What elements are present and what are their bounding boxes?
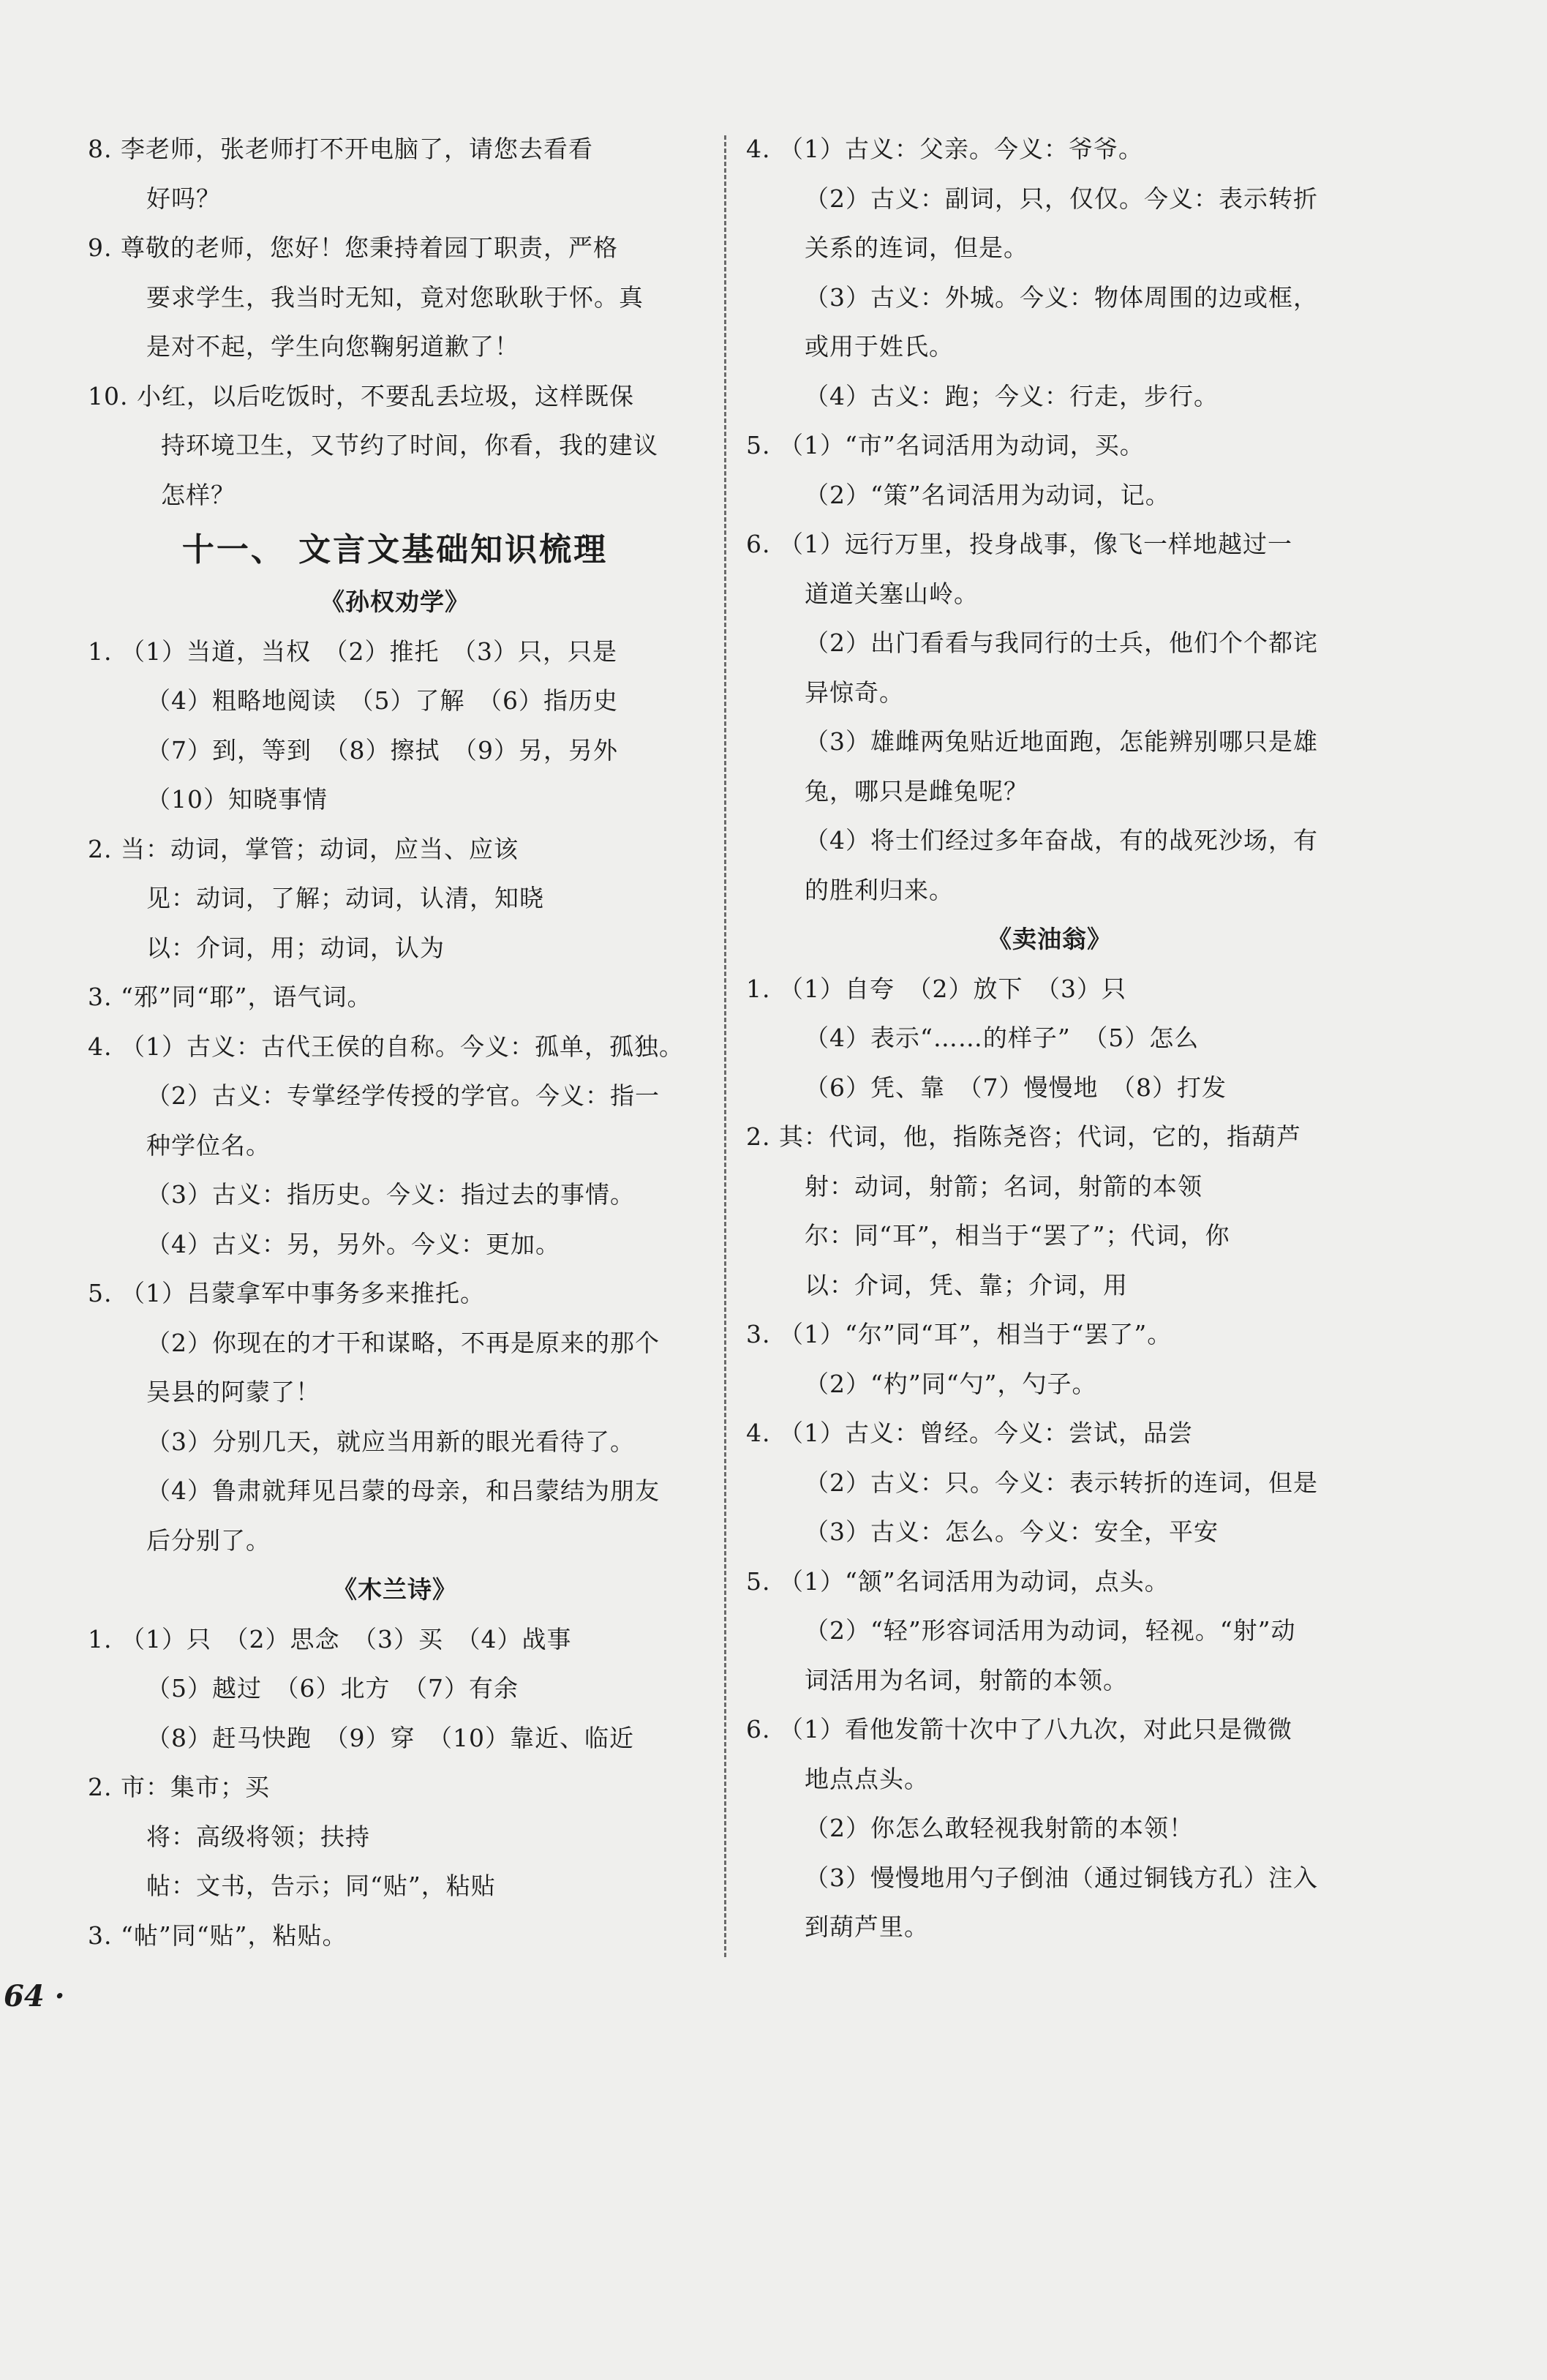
right-line: （3）慢慢地用勺子倒油（通过铜钱方孔）注入 (805, 1863, 1318, 1892)
left-line: 2. 当：动词，掌管；动词，应当、应该 (88, 834, 519, 863)
right-line: 的胜利归来。 (805, 875, 954, 904)
right-line: 6. （1）远行万里，投身战事，像飞一样地越过一 (746, 530, 1292, 558)
left-line: 10. 小红，以后吃饭时，不要乱丢垃圾，这样既保 (88, 381, 634, 410)
left-line: 好吗？ (146, 184, 221, 213)
right-line: （4）表示“……的样子” （5）怎么 (805, 1024, 1200, 1052)
right-line: （2）出门看看与我同行的士兵，他们个个都诧 (805, 628, 1318, 657)
left-line: 要求学生，我当时无知，竟对您耿耿于怀。真 (146, 282, 644, 312)
right-line: 1. （1）自夸 （2）放下 （3）只 (746, 974, 1126, 1003)
right-line: 2. 其：代词，他，指陈尧咨；代词，它的，指葫芦 (746, 1122, 1301, 1151)
left-line: 1. （1）当道，当权 （2）推托 （3）只，只是 (88, 637, 617, 666)
right-line: 地点点头。 (805, 1764, 929, 1793)
right-line: 异惊奇。 (805, 677, 904, 707)
left-line: （7）到，等到 （8）擦拭 （9）另，另外 (146, 735, 618, 765)
left-line: （4）鲁肃就拜见吕蒙的母亲，和吕蒙结为朋友 (146, 1476, 660, 1505)
left-line: 帖：文书，告示；同“贴”，粘贴 (146, 1872, 496, 1900)
right-line: （3）古义：怎么。今义：安全，平安 (805, 1517, 1219, 1546)
page-number: 64 · (4, 1979, 65, 2013)
left-line: 5. （1）吕蒙拿军中事务多来推托。 (88, 1279, 485, 1307)
right-line: （4）古义：跑；今义：行走，步行。 (805, 381, 1219, 410)
right-line: 或用于姓氏。 (805, 332, 954, 361)
lesson-title: 《卖油翁》 (987, 925, 1112, 953)
left-line: （4）古义：另，另外。今义：更加。 (146, 1229, 560, 1258)
right-line: 射：动词，射箭；名词，射箭的本领 (805, 1171, 1202, 1201)
left-line: （3）古义：指历史。今义：指过去的事情。 (146, 1180, 635, 1209)
left-line: 怎样？ (161, 480, 236, 509)
right-line: （6）凭、靠 （7）慢慢地 （8）打发 (805, 1073, 1227, 1102)
right-line: （2）“轻”形容词活用为动词，轻视。“射”动 (805, 1616, 1296, 1645)
left-line: 见：动词，了解；动词，认清，知晓 (146, 884, 544, 912)
left-line: 1. （1）只 （2）思念 （3）买 （4）战事 (88, 1624, 572, 1653)
column-divider (724, 135, 726, 1957)
left-line: 持环境卫生，又节约了时间，你看，我的建议 (161, 431, 658, 459)
left-line: 以：介词，用；动词，认为 (146, 933, 445, 962)
left-line: （2）你现在的才干和谋略，不再是原来的那个 (146, 1328, 660, 1357)
right-line: 4. （1）古义：父亲。今义：爷爷。 (746, 135, 1143, 163)
right-line: 道道关塞山岭。 (805, 579, 979, 608)
right-line: （2）“策”名词活用为动词，记。 (805, 480, 1170, 509)
right-line: 4. （1）古义：曾经。今义：尝试，品尝 (746, 1419, 1193, 1447)
left-line: 种学位名。 (146, 1130, 271, 1160)
right-line: 到葫芦里。 (805, 1912, 929, 1941)
right-line: 词活用为名词，射箭的本领。 (805, 1665, 1128, 1694)
lesson-title: 《孙权劝学》 (320, 588, 470, 616)
left-line: （3）分别几天，就应当用新的眼光看待了。 (146, 1427, 635, 1456)
left-line: （5）越过 （6）北方 （7）有余 (146, 1674, 519, 1703)
left-line: 吴县的阿蒙了！ (146, 1378, 320, 1406)
left-line: 8. 李老师，张老师打不开电脑了，请您去看看 (88, 135, 593, 163)
left-line: 3. “邪”同“耶”，语气词。 (88, 983, 372, 1011)
left-line: （8）赶马快跑 （9）穿 （10）靠近、临近 (146, 1723, 634, 1752)
right-line: （3）古义：外城。今义：物体周围的边或框， (805, 282, 1318, 312)
right-line: 关系的连词，但是。 (805, 233, 1028, 262)
left-line: 9. 尊敬的老师，您好！您秉持着园丁职责，严格 (88, 233, 618, 262)
right-line: （2）你怎么敢轻视我射箭的本领！ (805, 1814, 1194, 1842)
left-line: （10）知晓事情 (146, 785, 328, 814)
left-line: 2. 市：集市；买 (88, 1773, 270, 1801)
left-line: 4. （1）古义：古代王侯的自称。今义：孤单，孤独。 (88, 1032, 684, 1061)
right-line: 5. （1）“颔”名词活用为动词，点头。 (746, 1566, 1170, 1596)
right-line: 尔：同“耳”，相当于“罢了”；代词，你 (805, 1221, 1230, 1250)
right-line: （2）“杓”同“勺”，勺子。 (805, 1369, 1097, 1398)
left-line: 后分别了。 (146, 1525, 271, 1555)
right-column (746, 124, 1353, 1952)
right-line: （3）雄雌两兔贴近地面跑，怎能辨别哪只是雄 (805, 727, 1318, 756)
right-line: （2）古义：副词，只，仅仅。今义：表示转折 (805, 184, 1318, 213)
right-line: 5. （1）“市”名词活用为动词，买。 (746, 431, 1145, 459)
right-line: 3. （1）“尔”同“耳”，相当于“罢了”。 (746, 1320, 1173, 1348)
left-line: 将：高级将领；扶持 (146, 1822, 370, 1851)
left-line: 3. “帖”同“贴”，粘贴。 (88, 1921, 347, 1950)
left-column (88, 124, 702, 1960)
right-line: （2）古义：只。今义：表示转折的连词，但是 (805, 1468, 1318, 1497)
left-line: （2）古义：专掌经学传授的学官。今义：指一 (146, 1081, 660, 1110)
right-line: 6. （1）看他发箭十次中了八九次，对此只是微微 (746, 1715, 1292, 1743)
lesson-title: 《木兰诗》 (333, 1575, 457, 1604)
right-line: 以：介词，凭、靠；介词，用 (805, 1270, 1128, 1299)
right-line: （4）将士们经过多年奋战，有的战死沙场，有 (805, 826, 1318, 855)
left-line: 是对不起，学生向您鞠躬道歉了！ (146, 332, 519, 361)
section-heading: 十一、 文言文基础知识梳理 (181, 531, 609, 568)
right-line: 兔，哪只是雌兔呢？ (805, 776, 1028, 806)
left-line: （4）粗略地阅读 （5）了解 （6）指历史 (146, 686, 618, 715)
